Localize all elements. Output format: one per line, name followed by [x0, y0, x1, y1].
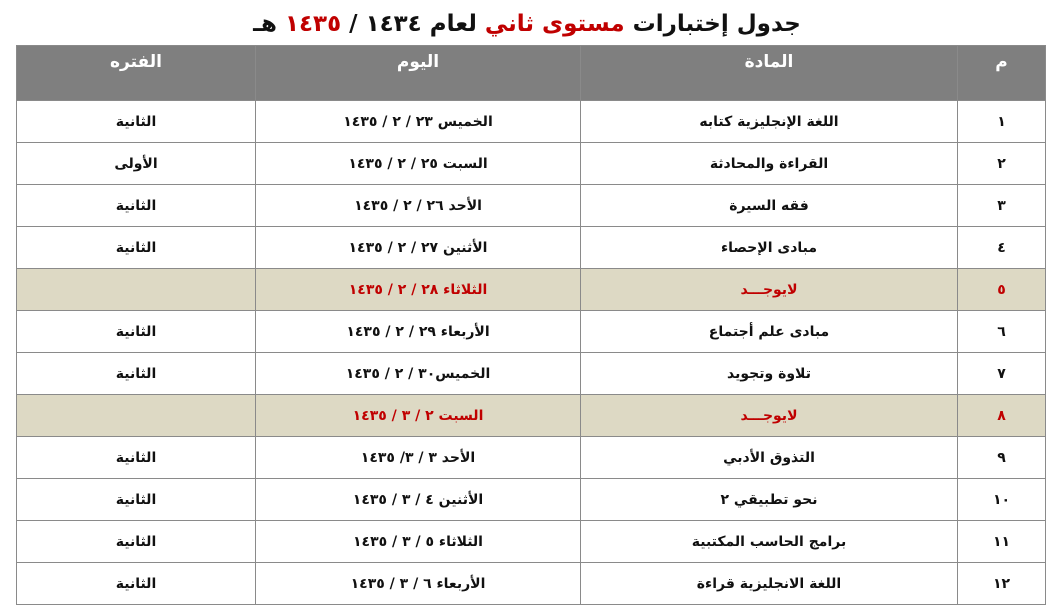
cell-day: السبت ٢ / ٣ / ١٤٣٥: [256, 395, 581, 437]
title-level: مستوى ثاني: [484, 11, 625, 37]
title-suffix: هـ: [253, 11, 277, 37]
cell-day: الأثنين ٢٧ / ٢ / ١٤٣٥: [256, 227, 581, 269]
cell-period: الثانية: [17, 227, 256, 269]
cell-period: الثانية: [17, 437, 256, 479]
cell-subject: القراءة والمحادثة: [581, 143, 958, 185]
cell-day: الثلاثاء ٥ / ٣ / ١٤٣٥: [256, 521, 581, 563]
cell-num: ٧: [958, 353, 1046, 395]
cell-subject: اللغة الإنجليزية كتابه: [581, 101, 958, 143]
cell-period: الثانية: [17, 311, 256, 353]
cell-period: [17, 269, 256, 311]
cell-subject: التذوق الأدبي: [581, 437, 958, 479]
table-row: [17, 185, 1046, 227]
cell-day: الخميس ٢٣ / ٢ / ١٤٣٥: [256, 101, 581, 143]
table-row: [17, 437, 1046, 479]
page-title: [0, 6, 1054, 42]
cell-subject: لايوجـــد: [581, 269, 958, 311]
title-year-start: ١٤٣٤: [365, 11, 422, 37]
cell-subject: نحو تطبيقي ٢: [581, 479, 958, 521]
cell-period: الثانية: [17, 521, 256, 563]
table-row: [17, 563, 1046, 605]
table-row: [17, 269, 1046, 311]
cell-day: الثلاثاء ٢٨ / ٢ / ١٤٣٥: [256, 269, 581, 311]
cell-subject: فقه السيرة: [581, 185, 958, 227]
cell-period: الثانية: [17, 101, 256, 143]
table-row: [17, 143, 1046, 185]
header-day: اليوم: [256, 46, 581, 101]
table-row: [17, 479, 1046, 521]
cell-period: الأولى: [17, 143, 256, 185]
table-row: [17, 353, 1046, 395]
cell-day: الأثنين ٤ / ٣ / ١٤٣٥: [256, 479, 581, 521]
cell-period: [17, 395, 256, 437]
cell-num: ١٢: [958, 563, 1046, 605]
title-year-end: ١٤٣٥: [284, 11, 342, 37]
table-row: [17, 227, 1046, 269]
title-separator: /: [349, 11, 358, 37]
table-row: [17, 101, 1046, 143]
title-year-label: لعام: [429, 11, 477, 37]
table-header-row: [17, 46, 1046, 101]
exam-schedule-table: [16, 45, 1046, 605]
title-text: جدول إختبارات: [632, 11, 801, 37]
cell-num: ٨: [958, 395, 1046, 437]
cell-subject: مبادى الإحصاء: [581, 227, 958, 269]
cell-num: ٦: [958, 311, 1046, 353]
cell-period: الثانية: [17, 563, 256, 605]
cell-num: ٩: [958, 437, 1046, 479]
cell-subject: لايوجـــد: [581, 395, 958, 437]
cell-day: السبت ٢٥ / ٢ / ١٤٣٥: [256, 143, 581, 185]
table-body: [17, 101, 1046, 605]
cell-period: الثانية: [17, 353, 256, 395]
cell-num: ١: [958, 101, 1046, 143]
table-row: [17, 395, 1046, 437]
cell-num: ١٠: [958, 479, 1046, 521]
table-row: [17, 311, 1046, 353]
cell-period: الثانية: [17, 479, 256, 521]
cell-num: ١١: [958, 521, 1046, 563]
cell-day: الأحد ٢٦ / ٢ / ١٤٣٥: [256, 185, 581, 227]
cell-num: ٢: [958, 143, 1046, 185]
table-row: [17, 521, 1046, 563]
header-num: م: [958, 46, 1046, 101]
cell-day: الأربعاء ٦ / ٣ / ١٤٣٥: [256, 563, 581, 605]
cell-num: ٣: [958, 185, 1046, 227]
cell-subject: اللغة الانجليزية قراءة: [581, 563, 958, 605]
cell-day: الأربعاء ٢٩ / ٢ / ١٤٣٥: [256, 311, 581, 353]
header-period: الفتره: [17, 46, 256, 101]
cell-num: ٥: [958, 269, 1046, 311]
cell-subject: برامج الحاسب المكتبية: [581, 521, 958, 563]
cell-subject: تلاوة وتجويد: [581, 353, 958, 395]
cell-num: ٤: [958, 227, 1046, 269]
cell-day: الأحد ٣ / ٣/ ١٤٣٥: [256, 437, 581, 479]
header-subject: المادة: [581, 46, 958, 101]
cell-subject: مبادى علم أجتماع: [581, 311, 958, 353]
cell-day: الخميس٣٠ / ٢ / ١٤٣٥: [256, 353, 581, 395]
cell-period: الثانية: [17, 185, 256, 227]
